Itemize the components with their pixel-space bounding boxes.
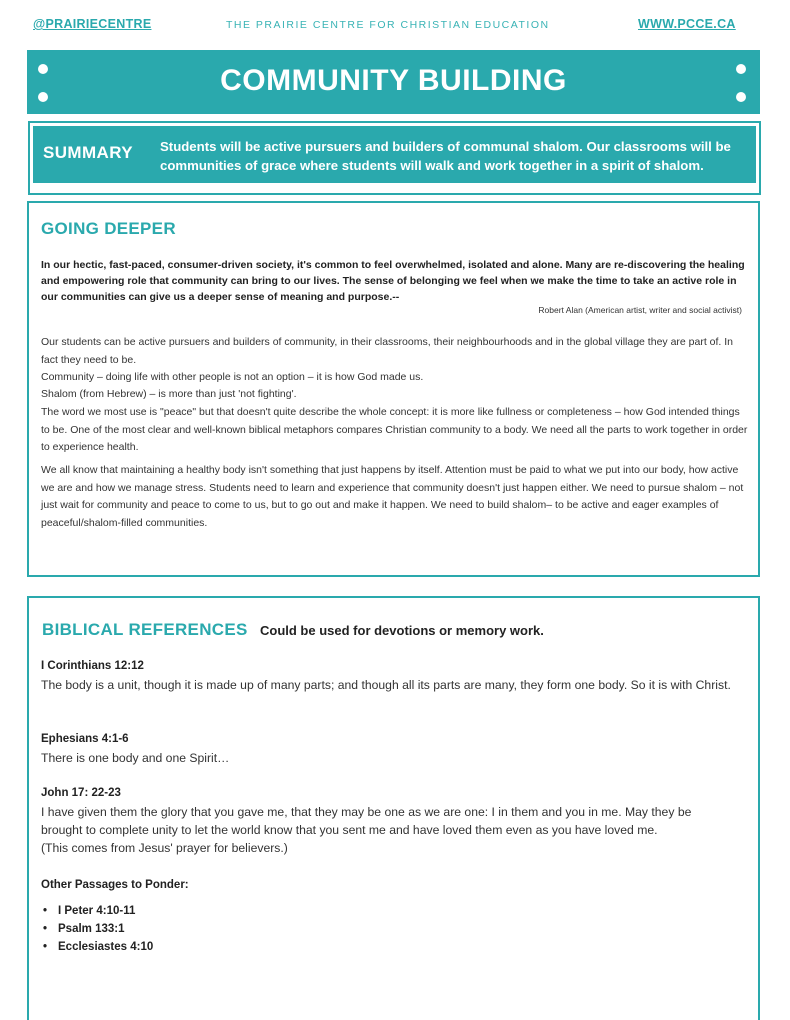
social-handle-link[interactable]: @PRAIRIECENTRE (33, 17, 152, 31)
reference-title: Ephesians 4:1-6 (41, 733, 129, 745)
quote-text: In our hectic, fast-paced, consumer-driven society, it's common to feel overwhelmed, isolated and alone. Many are re-discovering the healing and empowering role that community can bring to our lives. The sense of belonging we feel when we make the time to take an active role in our communities can give us a deeper sense of meaning and purpose.-- (41, 259, 745, 303)
summary-panel (33, 126, 756, 183)
title-banner (27, 50, 760, 114)
reference-text: The body is a unit, though it is made up of many parts; and though all its parts are many, they form one body. So it is with Christ. (41, 678, 731, 692)
top-bar (0, 17, 790, 37)
quote-attribution: Robert Alan (American artist, writer and social activist) (538, 305, 742, 315)
list-item: • Psalm 133:1 (41, 920, 153, 938)
biblical-references-section (27, 596, 760, 1020)
summary-section (28, 121, 761, 195)
summary-text: Students will be active pursuers and builders of communal shalom. Our classrooms will be communities of grace where students will walk and work together in a spirit of shalom. (160, 139, 731, 173)
paragraph: We all know that maintaining a healthy body isn't something that just happens by itself. Attention must be paid to what we put into our body, how active we are and how we manage stress. Students need to learn and experience that community doesn't just happen either. We need to pursue shalom – not just wait for community and peace to come to us, but to go out and make it happen. We need to build shalom– to be active and eager examples of peaceful/shalom-filled communities. (41, 464, 744, 529)
references-note: Could be used for devotions or memory work. (260, 623, 544, 638)
paragraph: The word we most use is "peace" but that doesn't quite describe the whole concept: it is more like fullness or completeness – how God intended things to be. One of the most clear and well-known biblical metaphors compares Christian community to a body. We need all the parts to work together in order to experience health. (41, 406, 748, 453)
paragraph: Our students can be active pursuers and builders of community, in their classrooms, their neighbourhoods and in the global village they are part of. In fact they need to be. (41, 336, 734, 366)
other-passages-label: Other Passages to Ponder: (41, 879, 189, 891)
reference-note: (This comes from Jesus' prayer for believers.) (41, 841, 288, 855)
page-title: COMMUNITY BUILDING (220, 64, 567, 97)
reference-title: I Corinthians 12:12 (41, 660, 144, 672)
reference-text: There is one body and one Spirit… (41, 751, 230, 765)
other-passages-list (41, 902, 153, 956)
website-link[interactable]: WWW.PCCE.CA (638, 17, 736, 31)
reference-text: I have given them the glory that you gave me, that they may be one as we are one: I in them and you in me. May they be brought to complete unity to let the world know that you sent me and have loved them even as you have loved me. (41, 805, 692, 837)
going-deeper-section (27, 201, 760, 577)
list-item: • Ecclesiastes 4:10 (41, 938, 153, 956)
summary-label: SUMMARY (43, 143, 133, 162)
list-item: • I Peter 4:10-11 (41, 902, 153, 920)
biblical-references-heading: BIBLICAL REFERENCES (42, 620, 248, 639)
paragraph: Shalom (from Hebrew) – is more than just 'not fighting'. (41, 388, 297, 400)
paragraph: Community – doing life with other people is not an option – it is how God made us. (41, 371, 424, 383)
organization-name: THE PRAIRIE CENTRE FOR CHRISTIAN EDUCATION (226, 19, 550, 31)
going-deeper-heading: GOING DEEPER (41, 219, 176, 238)
reference-title: John 17: 22-23 (41, 787, 121, 799)
